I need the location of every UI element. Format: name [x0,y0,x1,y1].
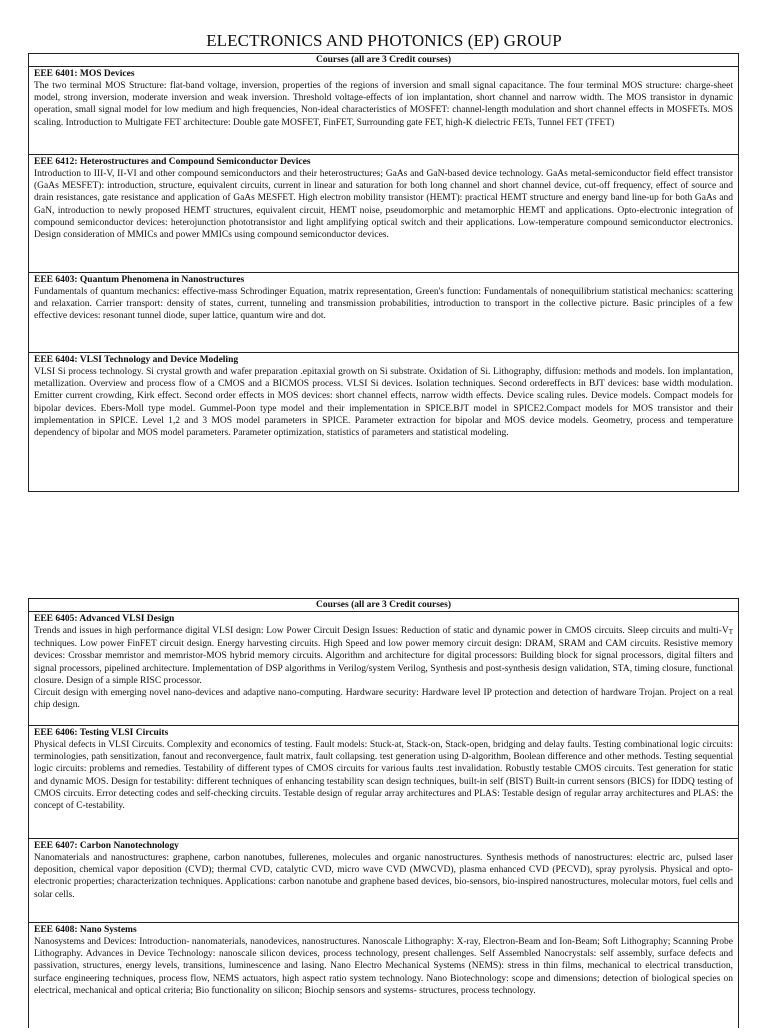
course-cell-eee6404 [29,353,738,504]
course-title: EEE 6405: Advanced VLSI Design [34,614,175,624]
course-title: EEE 6412: Heterostructures and Compound Semiconductor Devices [34,157,311,167]
course-title: EEE 6407: Carbon Nanotechnology [34,841,179,851]
course-cell-eee6403 [29,273,738,353]
course-title: EEE 6406: Testing VLSI Circuits [34,728,169,738]
course-cell-eee6412 [29,155,738,273]
course-description: Fundamentals of quantum mechanics: effective-mass Schrodinger Equation, matrix representation, Green's function: Fundamentals of nonequilibrium statistical mechanics: scattering and relaxation. Carrier transport: density of states, current, tunneling and transmission probabilities, introduction to transport in the collective picture. Basic principles of a few effective devices: resonant tunnel diode, super lattice, quantum wire and dot. [34,287,733,322]
course-title: EEE 6408: Nano Systems [34,925,137,935]
course-description [34,625,733,711]
course-title: EEE 6401: MOS Devices [34,69,135,79]
course-title: EEE 6403: Quantum Phenomena in Nanostructures [34,275,245,285]
course-description: Nanomaterials and nanostructures: graphene, carbon nanotubes, fullerenes, molecules and organic nanostructures. Synthesis methods of nanostructures: electric arc, pulsed laser deposition, chemical vapor deposition (CVD); thermal CVD, catalytic CVD, micro wave CVD (MWCVD), plasma enhanced CVD (PECVD), spray pyrolysis. Physical and opto-electronic properties; characterization techniques. Applications: carbon nanotube and graphene based devices, bio-sensors, bio-inspired nanostructures, molecular motors, fuel cells and solar cells. [34,853,733,900]
course-description: Physical defects in VLSI Circuits. Complexity and economics of testing. Fault models: Stuck-at, Stack-on, Stack-open, bridging and delay faults. Testing combinational logic circuits: terminologies, path sensitization, fanout and reconvergence, fault matrix, fault collapsing. test generation using D-algorithm, Boolean difference and other methods. Testing sequential logic circuits: problems and remedies. Testability of different types of CMOS circuits for various faults .test invalidation. Robustly testable CMOS circuits. Test generation for static and dynamic MOS. Design for testability: different techniques of enhancing testability scan design techniques, built-in self (BIST) Built-in current sensors (BICS) for IDDQ testing of CMOS circuits. Error detecting codes and self-checking circuits. Testable design of regular array architectures and PLAS: Testable design of regular array architectures and PLAS: the concept of C-testability. [34,740,733,812]
table-header: Courses (all are 3 Credit courses) [29,54,738,67]
course-title: EEE 6404: VLSI Technology and Device Modeling [34,355,239,365]
course-cell-eee6401 [29,67,738,155]
subscript: T [728,628,733,636]
desc-part: Trends and issues in high performance digital VLSI design: Low Power Circuit Design Issues: Reduction of static and dynamic power in CMOS circuits. Sleep circuits and multi-V [34,626,729,636]
course-description: Nanosystems and Devices: Introduction- nanomaterials, nanodevices, nanostructures. Nanoscale Lithography: X-ray, Electron-Beam and Ion-Beam; Soft Lithography; Scanning Probe Lithography. Advances in Device Technology: nanoscale silicon devices, process technology, present challenges. Self Assembled Nanocrystals: self assembly, surface defects and passivation, structures, energy levels, transitions, luminescence and lasing. Nano Electro Mechanical Systems (NEMS): stress in thin films, mechanical to electrical transduction, surface engineering techniques, process flow, NEMS actuators, high aspect ratio system technology. Nano Biotechnology: scope and dimensions; detection of biological species on electrical, mechanical and optical criteria; Bio functionality on silicon; Biochip sensors and systems- structures, process technology. [34,937,733,996]
desc-part: techniques. Low power FinFET circuit design. Energy harvesting circuits. High Speed and low power memory circuit design: DRAM, SRAM and CAM circuits. Resistive memory devices: Crossbar memristor and memristor-MOS hybrid memory circuits. Algorithm and architecture for digital processors: Building block for signal processors, digital filters and signal processors, pipelined architecture. Implementation of DSP algorithms in Verilog/system Verilog, Synthesis and post-synthesis design validation, STA, timing closure, functional closure. Design of a simple RISC processor. [34,639,733,686]
desc-part: Circuit design with emerging novel nano-devices and adaptive nano-computing. Hardware security: Hardware level IP protection and detection of hardware Trojan. Project on a real chip design. [34,688,733,711]
course-table-2 [28,598,739,1028]
course-description: Introduction to III-V, II-VI and other compound semiconductors and their heterostructures; GaAs and GaN-based device technology. GaAs metal-semiconductor field effect transistor (GaAs MESFET): introduction, structure, equivalent circuits, current in linear and saturation for both long channel and short channel device, cut-off frequency, effect of source and drain resistances, gate resistance and application of GaAs MESFET. High electron mobility transistor (HEMT): practical HEMT structure and energy band line-up for both GaAs and GaN, introduction to newly proposed HEMT structures, equivalent circuit, HEMT noise, pseudomorphic and metamorphic HEMT and applications. Opto-electronic integration of compound semiconductor devices: heterojunction phototransistor and light amplifying optical switch and their applications. Low-temperature compound semiconductor electronics. Design consideration of MMICs and power MMICs using compound semiconductor devices. [34,169,733,241]
table-header: Courses (all are 3 Credit courses) [29,599,738,612]
course-table-1 [28,53,739,492]
course-cell-eee6406 [29,726,738,839]
page-title: ELECTRONICS AND PHOTONICS (EP) GROUP [206,31,562,50]
course-description: The two terminal MOS Structure: flat-band voltage, inversion, properties of the regions of inversion and small signal capacitance. The four terminal MOS structure: charge-sheet model, strong inversion, moderate inversion and weak inversion. Threshold voltage-effects of ion implantation, short channel and narrow width. The MOS transistor in dynamic operation, small signal model for low medium and high frequencies, Non-ideal characteristics of MOSFET: channel-length modulation and short channel effects in MOSFETs. MOS scaling. Introduction to Multigate FET architecture: Double gate MOSFET, FinFET, Surrounding gate FET, high-K dielectric FETs, Tunnel FET (TFET) [34,81,733,128]
course-cell-eee6408 [29,923,738,1033]
course-cell-eee6407 [29,839,738,923]
course-description: VLSI Si process technology. Si crystal growth and wafer preparation .epitaxial growth on Si substrate. Oxidation of Si. Lithography, diffusion: methods and models. Ion implantation, metallization. Overview and process flow of a CMOS and a BICMOS process. VLSI Si devices. Isolation techniques. Second ordereffects in BJT devices: base width modulation. Emitter current crowding, Kirk effect. Second order effects in MOS devices: short channel effects, narrow width effects. Device scaling rules. Device models. Compact models for bipolar devices. Ebers-Moll type model. Gummel-Poon type model and their implementation in SPICE.BJT model in SPICE2.Compact models for MOS transistor and their implementation in SPICE. Level 1,2 and 3 MOS model parameters in SPICE. Parameter extraction for bipolar and MOS device models. Geometry, process and temperature dependency of bipolar and MOS model parameters. Parameter optimization, statistics of parameters and statistical modeling. [34,367,733,439]
course-cell-eee6405 [29,612,738,726]
